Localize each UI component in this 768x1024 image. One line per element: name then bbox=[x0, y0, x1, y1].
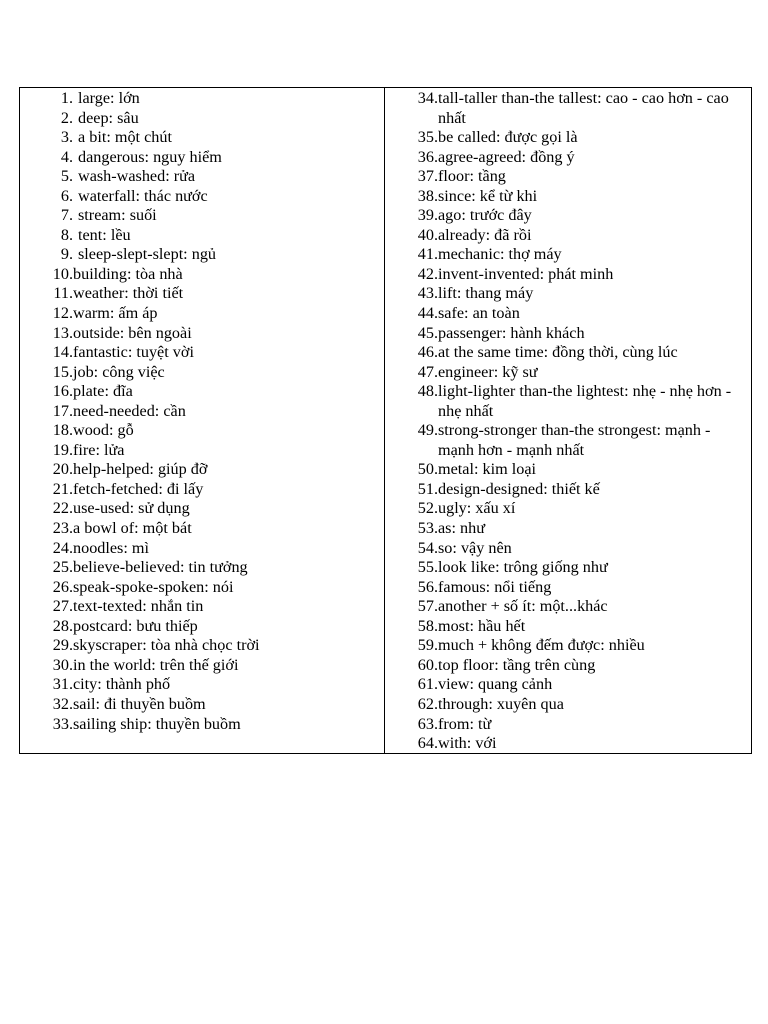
vocab-item bbox=[385, 617, 751, 637]
vocab-item bbox=[385, 460, 751, 480]
vocab-item bbox=[385, 597, 751, 617]
item-number: 11. bbox=[53, 284, 73, 303]
item-number: 38. bbox=[417, 186, 438, 205]
vocab-item bbox=[385, 656, 751, 676]
vocab-item bbox=[385, 265, 751, 285]
vocab-item bbox=[20, 343, 384, 363]
item-number: 24. bbox=[52, 538, 73, 557]
item-text: with: với bbox=[438, 734, 497, 753]
item-number: 43. bbox=[417, 284, 438, 303]
vocab-item bbox=[20, 226, 384, 246]
item-number: 31. bbox=[52, 675, 73, 694]
item-text: dangerous: nguy hiểm bbox=[78, 147, 222, 166]
item-text: stream: suối bbox=[78, 206, 157, 225]
vocab-item bbox=[385, 226, 751, 246]
vocab-list-right bbox=[385, 89, 751, 754]
item-number: 47. bbox=[417, 362, 438, 381]
item-text: at the same time: đồng thời, cùng lúc bbox=[438, 343, 678, 362]
item-text: fetch-fetched: đi lấy bbox=[73, 479, 204, 498]
vocab-item bbox=[20, 656, 384, 676]
item-text: from: từ bbox=[438, 714, 492, 733]
item-number: 15. bbox=[52, 362, 73, 381]
item-number: 2. bbox=[60, 108, 73, 127]
vocab-item bbox=[20, 519, 384, 539]
item-number: 25. bbox=[52, 558, 73, 577]
item-number: 10. bbox=[52, 264, 73, 283]
item-number: 36. bbox=[417, 147, 438, 166]
item-text: most: hầu hết bbox=[438, 616, 526, 635]
item-text: so: vậy nên bbox=[438, 538, 512, 557]
item-number: 50. bbox=[417, 460, 438, 479]
item-text: a bit: một chút bbox=[78, 128, 172, 147]
item-number: 60. bbox=[417, 655, 438, 674]
vocab-item bbox=[20, 284, 384, 304]
item-number: 56. bbox=[417, 577, 438, 596]
vocab-item bbox=[20, 89, 384, 109]
item-number: 52. bbox=[417, 499, 438, 518]
item-number: 20. bbox=[52, 460, 73, 479]
item-text: agree-agreed: đồng ý bbox=[438, 147, 575, 166]
item-text: deep: sâu bbox=[78, 108, 139, 127]
item-number: 46. bbox=[417, 343, 438, 362]
item-text: tall-taller than-the tallest: cao - cao hơn - cao nhất bbox=[438, 89, 729, 127]
vocab-item bbox=[20, 558, 384, 578]
item-text: look like: trông giống như bbox=[438, 558, 608, 577]
vocab-item bbox=[20, 597, 384, 617]
vocab-item bbox=[385, 519, 751, 539]
item-number: 1. bbox=[60, 89, 73, 107]
item-number: 53. bbox=[417, 519, 438, 538]
item-text: already: đã rồi bbox=[438, 225, 532, 244]
item-text: city: thành phố bbox=[73, 675, 171, 694]
item-text: top floor: tầng trên cùng bbox=[438, 655, 596, 674]
item-text: warm: ấm áp bbox=[73, 304, 158, 323]
item-number: 49. bbox=[417, 421, 438, 440]
item-number: 28. bbox=[52, 616, 73, 635]
item-text: be called: được gọi là bbox=[438, 128, 578, 147]
item-number: 12. bbox=[52, 304, 73, 323]
item-text: weather: thời tiết bbox=[73, 284, 184, 303]
vocab-item bbox=[385, 636, 751, 656]
item-text: fire: lửa bbox=[73, 440, 125, 459]
item-text: believe-believed: tin tưởng bbox=[73, 558, 248, 577]
vocab-item bbox=[385, 167, 751, 187]
vocab-item bbox=[20, 304, 384, 324]
vocab-item bbox=[385, 499, 751, 519]
right-column bbox=[385, 88, 751, 753]
vocab-item bbox=[385, 421, 751, 460]
item-text: in the world: trên thế giới bbox=[73, 655, 239, 674]
vocab-item bbox=[20, 167, 384, 187]
item-number: 23. bbox=[52, 519, 73, 538]
item-text: another + số ít: một...khác bbox=[438, 597, 608, 616]
vocab-item bbox=[20, 617, 384, 637]
item-number: 57. bbox=[417, 597, 438, 616]
vocab-item bbox=[20, 363, 384, 383]
item-number: 21. bbox=[52, 479, 73, 498]
item-number: 63. bbox=[417, 714, 438, 733]
vocab-item bbox=[385, 558, 751, 578]
item-text: wash-washed: rửa bbox=[78, 167, 196, 186]
vocab-item bbox=[385, 206, 751, 226]
vocab-item bbox=[20, 636, 384, 656]
vocab-item bbox=[20, 480, 384, 500]
item-number: 14. bbox=[52, 343, 73, 362]
item-text: through: xuyên qua bbox=[438, 694, 564, 713]
item-number: 58. bbox=[417, 616, 438, 635]
vocabulary-table bbox=[19, 87, 752, 754]
vocab-item bbox=[20, 578, 384, 598]
item-number: 42. bbox=[417, 264, 438, 283]
item-number: 27. bbox=[52, 597, 73, 616]
item-text: sleep-slept-slept: ngủ bbox=[78, 245, 217, 264]
item-text: lift: thang máy bbox=[438, 284, 534, 303]
vocab-item bbox=[385, 343, 751, 363]
item-text: engineer: kỹ sư bbox=[438, 362, 538, 381]
item-text: plate: đĩa bbox=[73, 382, 133, 401]
item-number: 39. bbox=[417, 206, 438, 225]
item-text: a bowl of: một bát bbox=[73, 519, 192, 538]
item-number: 40. bbox=[417, 225, 438, 244]
item-number: 6. bbox=[60, 186, 73, 205]
item-number: 55. bbox=[417, 558, 438, 577]
vocab-item bbox=[385, 324, 751, 344]
item-number: 44. bbox=[417, 304, 438, 323]
vocab-item bbox=[385, 284, 751, 304]
item-text: ugly: xấu xí bbox=[438, 499, 516, 518]
item-text: tent: lều bbox=[78, 225, 131, 244]
item-number: 32. bbox=[52, 694, 73, 713]
item-text: metal: kim loại bbox=[438, 460, 537, 479]
vocab-list-left bbox=[20, 89, 384, 734]
item-number: 17. bbox=[52, 401, 73, 420]
vocab-item bbox=[385, 148, 751, 168]
vocab-item bbox=[20, 206, 384, 226]
item-number: 64. bbox=[417, 734, 438, 753]
vocab-item bbox=[20, 148, 384, 168]
item-number: 34. bbox=[417, 89, 438, 107]
vocab-item bbox=[20, 187, 384, 207]
vocab-item bbox=[385, 304, 751, 324]
item-number: 5. bbox=[60, 167, 73, 186]
item-text: invent-invented: phát minh bbox=[438, 264, 614, 283]
item-text: ago: trước đây bbox=[438, 206, 532, 225]
item-number: 41. bbox=[417, 245, 438, 264]
item-number: 29. bbox=[52, 636, 73, 655]
vocab-item bbox=[20, 460, 384, 480]
vocab-item bbox=[385, 695, 751, 715]
item-text: since: kể từ khi bbox=[438, 186, 538, 205]
item-text: strong-stronger than-the strongest: mạnh - mạnh hơn - mạnh nhất bbox=[438, 421, 711, 459]
vocab-item bbox=[385, 539, 751, 559]
vocab-item bbox=[20, 245, 384, 265]
item-number: 54. bbox=[417, 538, 438, 557]
item-text: passenger: hành khách bbox=[438, 323, 585, 342]
item-number: 4. bbox=[60, 147, 73, 166]
item-number: 37. bbox=[417, 167, 438, 186]
item-text: waterfall: thác nước bbox=[78, 186, 208, 205]
item-text: help-helped: giúp đỡ bbox=[73, 460, 208, 479]
item-number: 45. bbox=[417, 323, 438, 342]
item-number: 30. bbox=[52, 655, 73, 674]
item-text: design-designed: thiết kế bbox=[438, 479, 600, 498]
vocab-item bbox=[385, 89, 751, 128]
item-number: 7. bbox=[60, 206, 73, 225]
vocab-item bbox=[20, 539, 384, 559]
vocab-item bbox=[385, 734, 751, 754]
item-text: skyscraper: tòa nhà chọc trời bbox=[73, 636, 260, 655]
item-number: 35. bbox=[417, 128, 438, 147]
item-text: noodles: mì bbox=[73, 538, 149, 557]
item-text: sail: đi thuyền buồm bbox=[73, 694, 206, 713]
item-number: 26. bbox=[52, 577, 73, 596]
vocab-item bbox=[385, 382, 751, 421]
item-text: sailing ship: thuyền buồm bbox=[73, 714, 241, 733]
item-number: 16. bbox=[52, 382, 73, 401]
left-column bbox=[20, 88, 385, 753]
vocab-item bbox=[20, 128, 384, 148]
vocab-item bbox=[385, 245, 751, 265]
vocab-item bbox=[20, 382, 384, 402]
item-number: 3. bbox=[60, 128, 73, 147]
vocab-item bbox=[385, 187, 751, 207]
item-text: safe: an toàn bbox=[438, 304, 520, 323]
vocab-item bbox=[20, 695, 384, 715]
item-number: 48. bbox=[417, 382, 438, 401]
item-number: 59. bbox=[417, 636, 438, 655]
item-text: large: lớn bbox=[78, 89, 140, 107]
vocab-item bbox=[20, 265, 384, 285]
vocab-item bbox=[20, 324, 384, 344]
item-number: 8. bbox=[60, 225, 73, 244]
item-text: postcard: bưu thiếp bbox=[73, 616, 198, 635]
vocab-item bbox=[385, 715, 751, 735]
item-text: text-texted: nhắn tin bbox=[73, 597, 204, 616]
vocab-item bbox=[385, 363, 751, 383]
item-number: 22. bbox=[52, 499, 73, 518]
vocab-item bbox=[385, 128, 751, 148]
vocab-item bbox=[20, 441, 384, 461]
vocab-item bbox=[20, 421, 384, 441]
item-number: 19. bbox=[52, 440, 73, 459]
item-text: wood: gỗ bbox=[73, 421, 134, 440]
item-text: mechanic: thợ máy bbox=[438, 245, 562, 264]
item-text: speak-spoke-spoken: nói bbox=[73, 577, 234, 596]
vocab-item bbox=[20, 675, 384, 695]
item-number: 9. bbox=[60, 245, 73, 264]
vocab-item bbox=[20, 715, 384, 735]
item-number: 18. bbox=[52, 421, 73, 440]
item-text: building: tòa nhà bbox=[73, 264, 183, 283]
item-text: light-lighter than-the lightest: nhẹ - nhẹ hơn - nhẹ nhất bbox=[438, 382, 732, 420]
vocab-item bbox=[385, 578, 751, 598]
item-number: 13. bbox=[52, 323, 73, 342]
item-text: famous: nổi tiếng bbox=[438, 577, 552, 596]
item-number: 62. bbox=[417, 694, 438, 713]
item-number: 61. bbox=[417, 675, 438, 694]
vocab-item bbox=[385, 675, 751, 695]
item-text: fantastic: tuyệt vời bbox=[73, 343, 194, 362]
item-text: view: quang cảnh bbox=[438, 675, 553, 694]
item-text: much + không đếm được: nhiều bbox=[438, 636, 645, 655]
item-text: need-needed: cần bbox=[73, 401, 186, 420]
vocab-item bbox=[20, 402, 384, 422]
vocab-item bbox=[20, 109, 384, 129]
item-text: outside: bên ngoài bbox=[73, 323, 192, 342]
vocab-item bbox=[385, 480, 751, 500]
item-text: as: như bbox=[438, 519, 485, 538]
vocab-item bbox=[20, 499, 384, 519]
item-number: 51. bbox=[417, 479, 438, 498]
item-text: job: công việc bbox=[73, 362, 165, 381]
item-text: floor: tầng bbox=[438, 167, 506, 186]
item-text: use-used: sử dụng bbox=[73, 499, 190, 518]
item-number: 33. bbox=[52, 714, 73, 733]
